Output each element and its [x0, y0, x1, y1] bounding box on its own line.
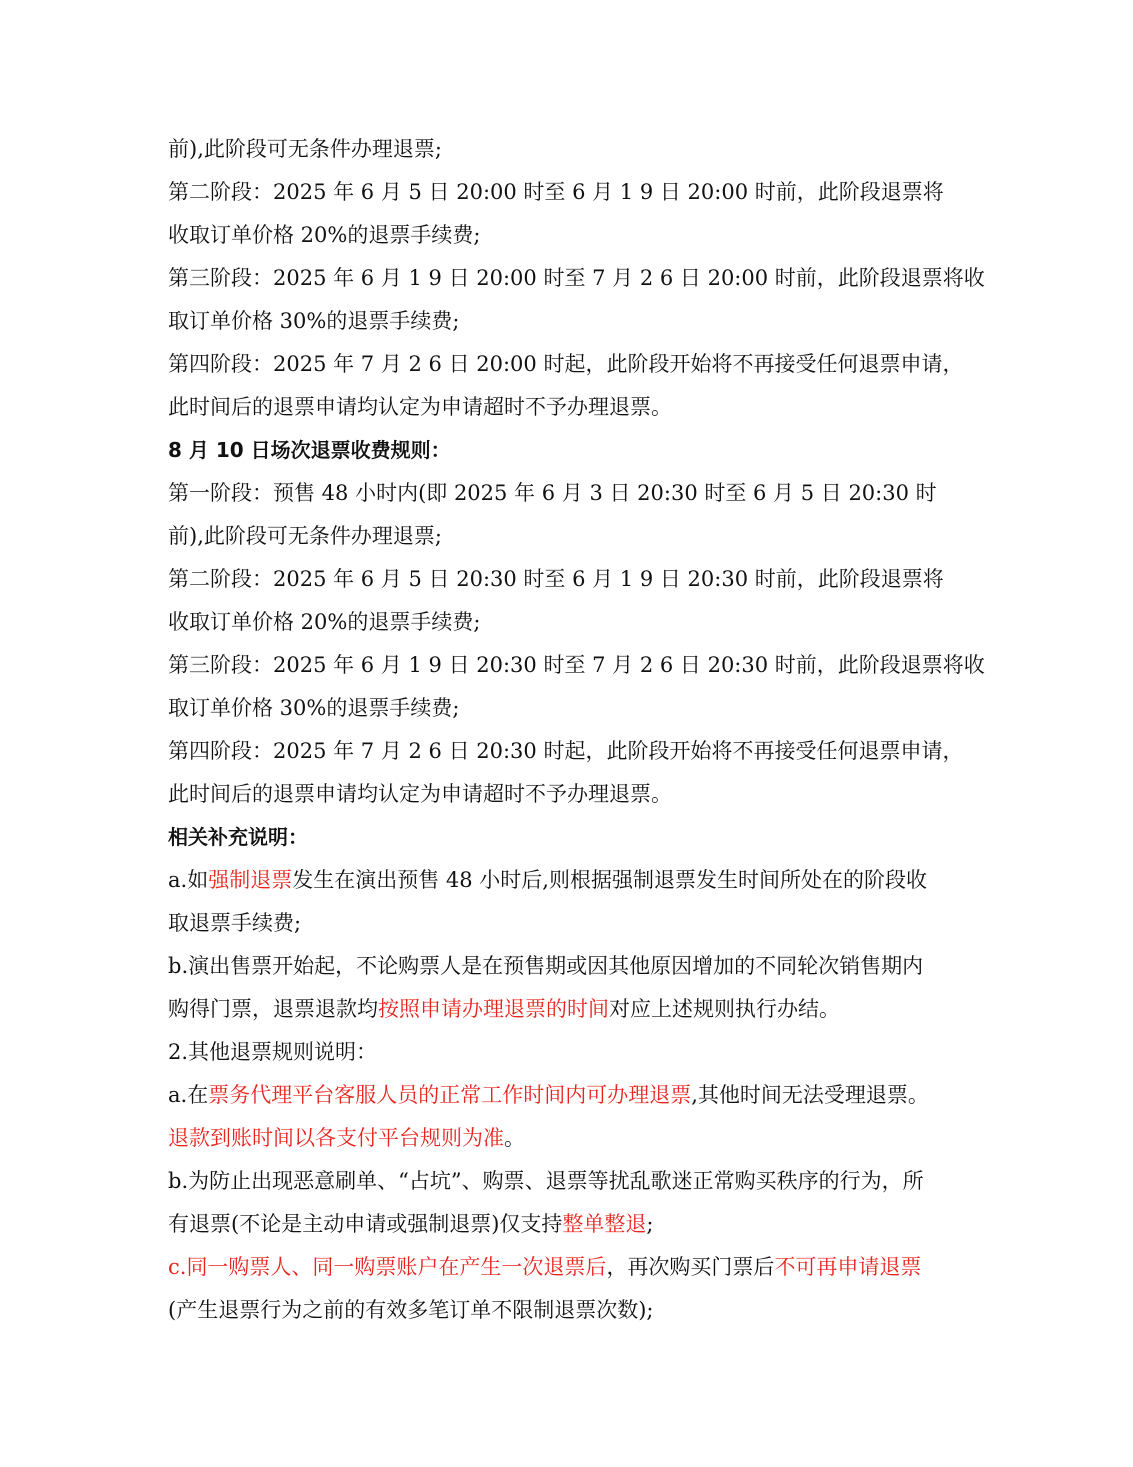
- paragraph-line: 此时间后的退票申请均认定为申请超时不予办理退票。: [168, 395, 672, 419]
- highlight-text: 强制退票: [208, 868, 293, 892]
- section-heading-other: 2.其他退票规则说明：: [168, 1040, 378, 1064]
- supplement-a-line1: [168, 859, 968, 902]
- other-c-line1: [168, 1246, 968, 1289]
- section-heading-aug10: 8 月 10 日场次退票收费规则：: [168, 438, 451, 462]
- highlight-text: 退款到账时间以各支付平台规则为准: [168, 1126, 504, 1150]
- text: a.如: [168, 868, 209, 892]
- paragraph-line: 取订单价格 30%的退票手续费;: [168, 696, 460, 720]
- paragraph-line: 第二阶段：2025 年 6 月 5 日 20:30 时至 6 月 1 9 日 20:30 时前，此阶段退票将: [168, 567, 944, 591]
- paragraph-line: 第四阶段：2025 年 7 月 2 6 日 20:30 时起，此阶段开始将不再接受任何退票申请，: [168, 739, 964, 763]
- paragraph-line: 取订单价格 30%的退票手续费;: [168, 309, 460, 333]
- supplement-b-line2: [168, 988, 968, 1031]
- paragraph-line: 此时间后的退票申请均认定为申请超时不予办理退票。: [168, 782, 672, 806]
- paragraph-line: 第四阶段：2025 年 7 月 2 6 日 20:00 时起，此阶段开始将不再接受任何退票申请，: [168, 352, 964, 376]
- paragraph-line: 前),此阶段可无条件办理退票;: [168, 137, 442, 161]
- other-a-line2: [168, 1117, 968, 1160]
- text: ，再次购买门票后: [606, 1255, 775, 1279]
- other-b-line1: b.为防止出现恶意刷单、“占坑”、购票、退票等扰乱歌迷正常购买秩序的行为，所: [168, 1169, 924, 1193]
- paragraph-line: 前),此阶段可无条件办理退票;: [168, 524, 442, 548]
- supplement-a-line2: 取退票手续费;: [168, 911, 302, 935]
- text: 。: [504, 1126, 525, 1150]
- other-c-line2: (产生退票行为之前的有效多笔订单不限制退票次数);: [168, 1298, 654, 1322]
- paragraph-line: 第一阶段：预售 48 小时内(即 2025 年 6 月 3 日 20:30 时至 6 月 5 日 20:30 时: [168, 481, 937, 505]
- text: a.在: [168, 1083, 209, 1107]
- text: 有退票(不论是主动申请或强制退票)仅支持: [168, 1212, 563, 1236]
- supplement-b-line1: b.演出售票开始起，不论购票人是在预售期或因其他原因增加的不同轮次销售期内: [168, 954, 924, 978]
- paragraph-line: 第二阶段：2025 年 6 月 5 日 20:00 时至 6 月 1 9 日 20:00 时前，此阶段退票将: [168, 180, 944, 204]
- document-body: [168, 128, 985, 1332]
- highlight-text: 整单整退: [562, 1212, 647, 1236]
- highlight-text: 按照申请办理退票的时间: [378, 997, 609, 1021]
- text: ;: [646, 1212, 654, 1236]
- highlight-text: 不可再申请退票: [774, 1255, 922, 1279]
- other-b-line2: [168, 1203, 968, 1246]
- paragraph-line: 第三阶段：2025 年 6 月 1 9 日 20:30 时至 7 月 2 6 日 20:30 时前，此阶段退票将收: [168, 653, 985, 677]
- text: 购得门票，退票退款均: [168, 997, 378, 1021]
- section-heading-supplement: 相关补充说明：: [168, 825, 308, 849]
- paragraph-line: 收取订单价格 20%的退票手续费;: [168, 610, 481, 634]
- highlight-text: 同一购票人、同一购票账户在产生一次退票后: [186, 1255, 607, 1279]
- text: 发生在演出预售 48 小时后,则根据强制退票发生时间所处在的阶段收: [292, 868, 927, 892]
- highlight-text: c.: [168, 1255, 187, 1279]
- highlight-text: 票务代理平台客服人员的正常工作时间内可办理退票: [208, 1083, 692, 1107]
- paragraph-line: 收取订单价格 20%的退票手续费;: [168, 223, 481, 247]
- text: 对应上述规则执行办结。: [609, 997, 840, 1021]
- other-a-line1: [168, 1074, 968, 1117]
- text: ,其他时间无法受理退票。: [691, 1083, 929, 1107]
- paragraph-line: 第三阶段：2025 年 6 月 1 9 日 20:00 时至 7 月 2 6 日 20:00 时前，此阶段退票将收: [168, 266, 985, 290]
